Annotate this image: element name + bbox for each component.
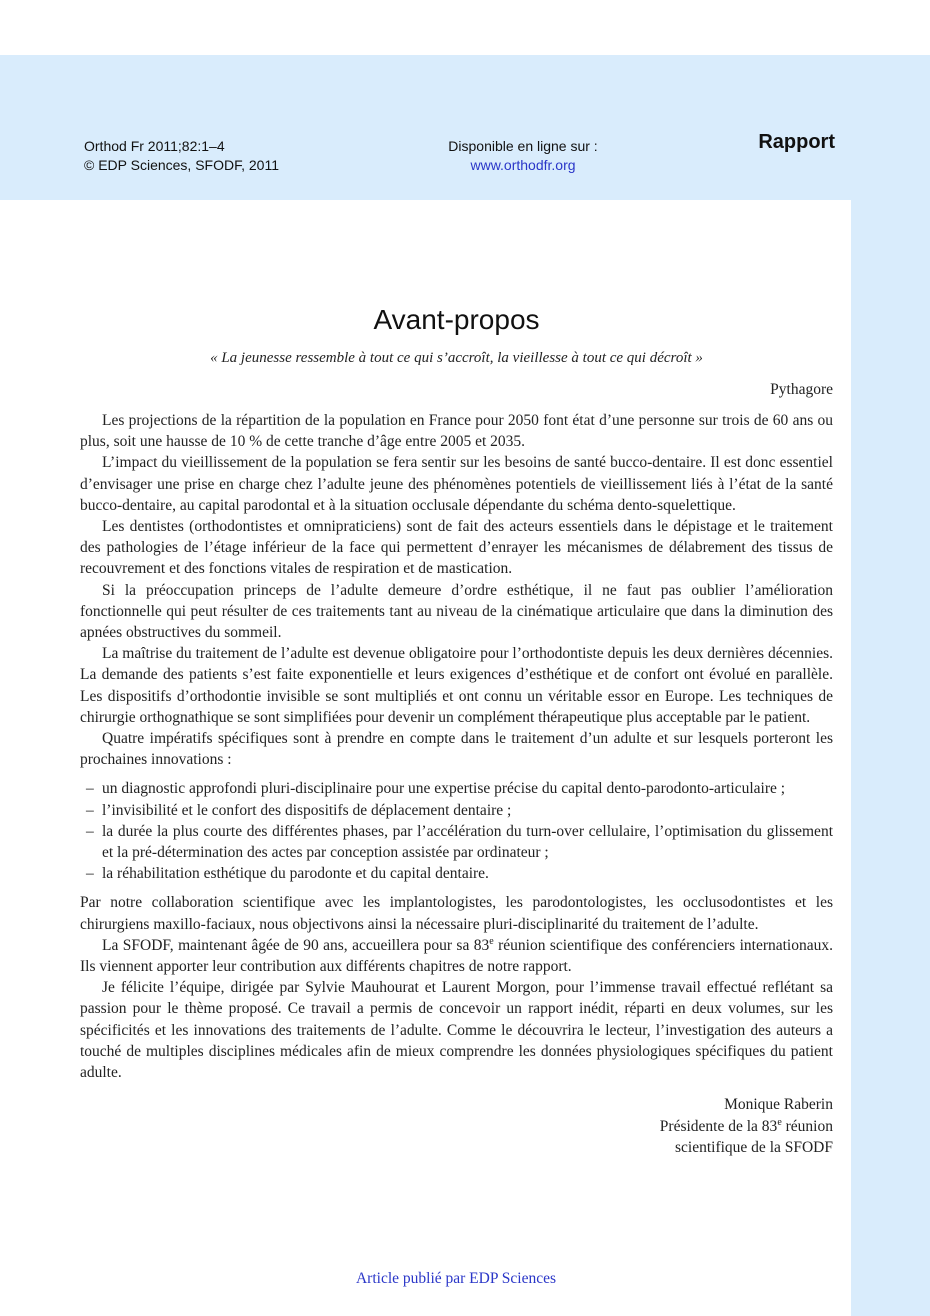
header-band — [0, 55, 930, 200]
list-item — [80, 821, 833, 863]
publisher-link[interactable]: Article publié par EDP Sciences — [355, 1270, 556, 1287]
signature-block — [80, 1094, 833, 1159]
list-item — [80, 778, 833, 799]
role-text-end: réunion — [781, 1117, 833, 1135]
list-item-text: la durée la plus courte des différentes phases, par l’accélération du turn-over cellulaire, l’optimisation du glissement et la pré-détermination des actes par conception assistée par ordinateur ; — [102, 822, 833, 862]
list-item-text: un diagnostic approfondi pluri-disciplinaire pour une expertise précise du capital dento-parodonto-articulaire ; — [102, 780, 786, 798]
paragraph: Quatre impératifs spécifiques sont à prendre en compte dans le traitement d’un adulte et sur lesquels porteront les prochaines innovations : — [80, 730, 833, 769]
imperatives-list — [80, 778, 833, 884]
dash-bullet: – — [86, 801, 94, 819]
journal-reference: Orthod Fr 2011;82:1–4 — [84, 138, 225, 154]
article-body — [80, 300, 833, 1159]
paragraph-sfodf — [80, 935, 833, 977]
sfodf-text-start: La SFODF, maintenant âgée de 90 ans, accueillera pour sa 83 — [102, 936, 490, 954]
ordinal-superscript: e — [489, 935, 494, 947]
dash-bullet: – — [86, 780, 94, 798]
signature-name: Monique Raberin — [724, 1096, 833, 1114]
dash-bullet: – — [86, 865, 94, 883]
paragraph: Si la préoccupation princeps de l’adulte demeure d’ordre esthétique, il ne faut pas oublier l’amélioration fonctionnelle qui peut résulter de ces traitements tant au niveau de la cinématique articulaire que dans la diminution des apnées obstructives du sommeil. — [80, 581, 833, 642]
paragraph: Les dentistes (orthodontistes et omnipraticiens) sont de fait des acteurs essentiels dans le dépistage et le traitement des pathologies de l’étage inférieur de la face qui permettent d’enrayer les mécanismes de délabrement des tissus de recouvrement et des fonctions vitales de respiration et de mastication. — [80, 518, 833, 578]
signature-role — [80, 1116, 833, 1138]
list-item-text: la réhabilitation esthétique du parodonte et du capital dentaire. — [102, 865, 489, 883]
online-availability — [423, 137, 623, 175]
paragraph: La maîtrise du traitement de l’adulte est devenue obligatoire pour l’orthodontiste depuis les deux dernières décennies. La demande des patients s’est faite exponentielle et leurs exigences d’esthétique et de confort ont évolué en parallèle. Les dispositifs d’orthodontie invisible se sont multipliés et ont connu un véritable essor en Europe. Les techniques de chirurgie orthognathique se sont simplifiées pour devenir un complément thérapeutique plus acceptable par le patient. — [80, 645, 833, 726]
journal-info — [84, 137, 279, 175]
list-item — [80, 800, 833, 821]
epigraph: « La jeunesse ressemble à tout ce qui s’accroît, la vieillesse à tout ce qui décroît » — [210, 350, 703, 366]
epigraph-author: Pythagore — [770, 381, 833, 398]
section-label: Rapport — [758, 131, 835, 153]
paragraph: L’impact du vieillissement de la population se fera sentir sur les besoins de santé bucco-dentaire. Il est donc essentiel d’envisager une prise en charge chez l’adulte jeune des phénomènes potentiels de vieillissement liés à l’état de la santé bucco-dentaire, au capital parodontal et à la situation occlusale dépendante du schéma dento-squelettique. — [80, 454, 833, 514]
paragraph: Les projections de la répartition de la population en France pour 2050 font état d’une personne sur trois de 60 ans ou plus, soit une hausse de 10 % de cette tranche d’âge entre 2005 et 2035. — [80, 412, 833, 451]
list-item — [80, 863, 833, 884]
journal-url-link[interactable]: www.orthodfr.org — [470, 157, 576, 173]
paragraph: Je félicite l’équipe, dirigée par Sylvie Mauhourat et Laurent Morgon, pour l’immense travail effectué reflétant sa passion pour le thème proposé. Ce travail a permis de concevoir un rapport inédit, réparti en deux volumes, sur les spécificités et les innovations des traitements de l’adulte. Comme le découvrira le lecteur, l’investigation des auteurs a touché de multiples disciplines médicales afin de mieux comprendre les données physiologiques spécifiques du patient adulte. — [80, 979, 833, 1082]
list-item-text: l’invisibilité et le confort des dispositifs de déplacement dentaire ; — [102, 801, 512, 819]
article-title: Avant-propos — [373, 304, 540, 335]
online-label: Disponible en ligne sur : — [448, 138, 598, 154]
role-text-start: Présidente de la 83 — [659, 1117, 778, 1135]
side-strip — [851, 200, 930, 1316]
paragraph: Par notre collaboration scientifique avec les implantologistes, les parodontologistes, les occlusodontistes et les chirurgiens maxillo-faciaux, nous objectivons ainsi la nécessaire pluri-disciplinarité du traitement de l’adulte. — [80, 894, 833, 933]
copyright: © EDP Sciences, SFODF, 2011 — [84, 157, 279, 173]
sfodf-text-end: réunion scientifique des conférenciers internationaux. Ils viennent apporter leur contribution aux différents chapitres de notre rapport. — [80, 936, 833, 976]
ordinal-superscript: e — [777, 1116, 782, 1128]
dash-bullet: – — [86, 822, 94, 840]
signature-organization: scientifique de la SFODF — [675, 1139, 833, 1157]
